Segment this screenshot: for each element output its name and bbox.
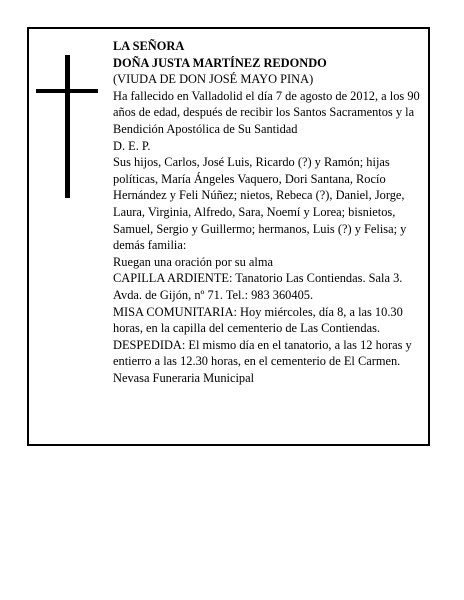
cross-vertical-bar [65,55,70,198]
death-announcement: Ha fallecido en Valladolid el día 7 de agosto de 2012, a los 90 años de edad, después de recibir los Santos Sacramentos y la Bendición Apostólica de Su Santidad [113,88,420,136]
rest-in-peace: D. E. P. [113,138,151,153]
mass-info: MISA COMUNITARIA: Hoy miércoles, día 8, a las 10.30 horas, en la capilla del cementerio de Las Contiendas. [113,304,403,336]
cross-icon [36,55,98,198]
widow-line: (VIUDA DE DON JOSÉ MAYO PINA) [113,72,314,87]
farewell-info: DESPEDIDA: El mismo día en el tanatorio, a las 12 horas y entierro a las 12.30 horas, en el cementerio de El Carmen. [113,337,412,369]
deceased-name: DOÑA JUSTA MARTÍNEZ REDONDO [113,55,327,70]
cross-horizontal-bar [36,89,98,93]
title-line: LA SEÑORA [113,39,185,53]
funeral-home: Nevasa Funeraria Municipal [113,370,255,385]
prayer-request: Ruegan una oración por su alma [113,254,273,269]
obituary-text [113,38,425,386]
family-list: Sus hijos, Carlos, José Luis, Ricardo (?) y Ramón; hijas políticas, María Ángeles Vaquero, Dori Santana, Rocío Hernández y Feli Núñez; nietos, Rebeca (?), Daniel, Jorge, Laura, Virginia, Alfredo, Sara, Noemí y Lorea; bisnietos, Samuel, Sergio y Guillermo; hermanos, Luis (?) y Felisa; y demás familia: [113,155,407,253]
chapel-info: CAPILLA ARDIENTE: Tanatorio Las Contiendas. Sala 3. Avda. de Gijón, nº 71. Tel.: 983 360405. [113,271,403,302]
